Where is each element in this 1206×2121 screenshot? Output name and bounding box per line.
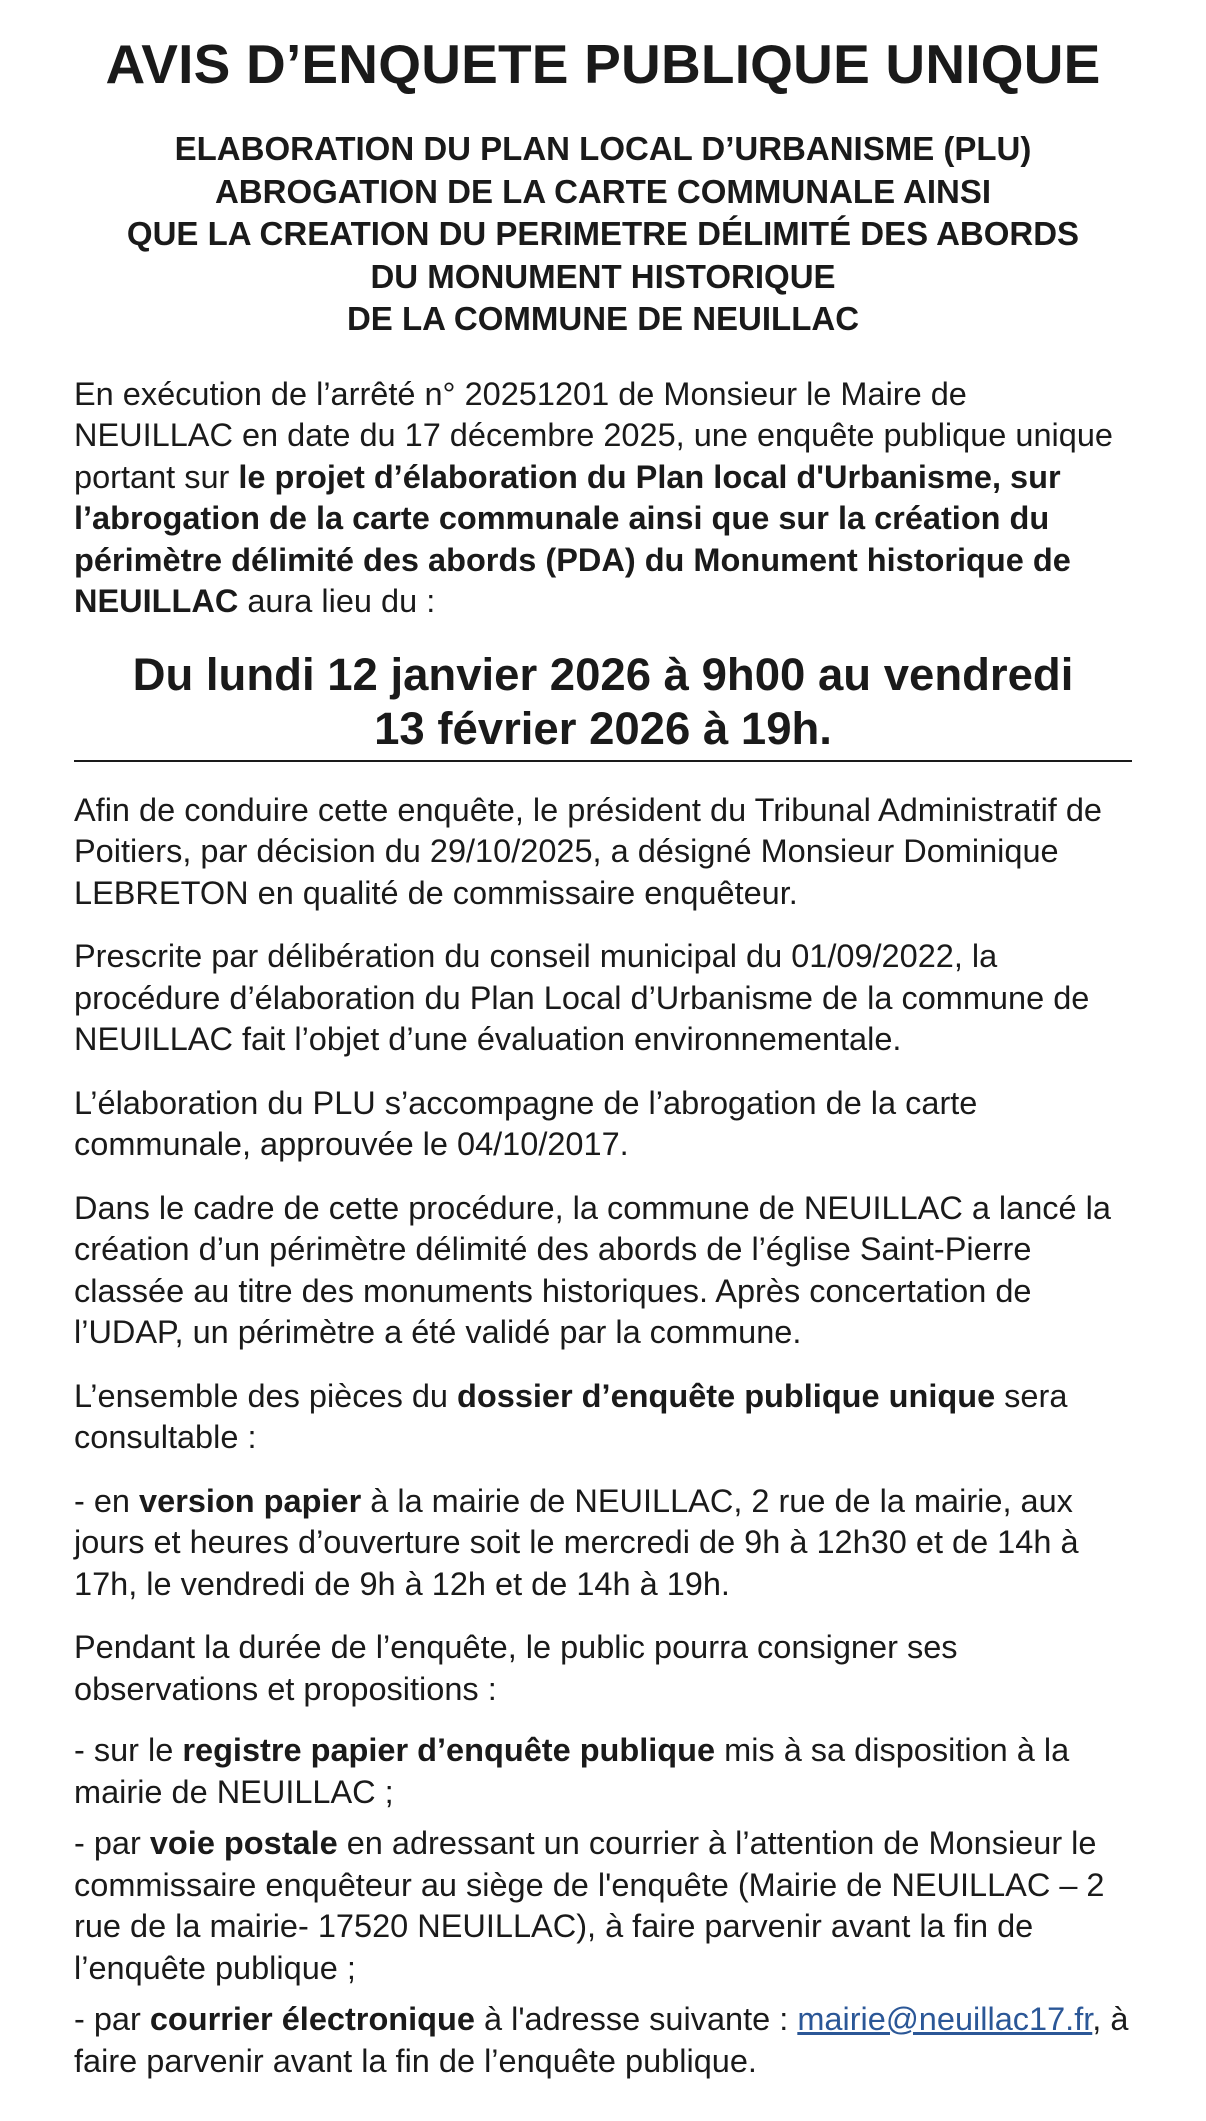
paragraph-dossier — [74, 1376, 1132, 1459]
paper-bold-text: version papier — [139, 1482, 362, 1519]
list-item-register — [74, 1730, 1132, 1813]
dates-line: Du lundi 12 janvier 2026 à 9h00 au vendredi — [132, 648, 1074, 700]
email-text-mid: à l'adresse suivante : — [474, 2001, 798, 2037]
paper-text: - en — [74, 1482, 140, 1519]
paragraph-observations: Pendant la durée de l’enquête, le public pourra consigner ses observations et propositions : — [74, 1629, 958, 1707]
dossier-bold-text: dossier d’enquête publique unique — [457, 1377, 996, 1414]
paragraph-paper-version — [74, 1481, 1132, 1606]
intro-text: En exécution de l’arrêté n° 20251201 de Monsieur le Maire de NEUILLAC en date du 17 décembre 2025, une enquête publique unique portant sur — [74, 375, 1113, 495]
dossier-text: L’ensemble des pièces du — [74, 1377, 458, 1414]
subtitle-line: DE LA COMMUNE DE NEUILLAC — [346, 300, 860, 337]
postal-bold-text: voie postale — [149, 1825, 338, 1861]
list-item-postal — [74, 1823, 1132, 1989]
divider — [74, 760, 1132, 762]
subtitle-line: ABROGATION DE LA CARTE COMMUNALE AINSI — [214, 172, 992, 210]
inquiry-dates — [74, 648, 1132, 756]
postal-text-end: en adressant un courrier à l’attention de Monsieur le commissaire enquêteur au siège de l'enquête (Mairie de NEUILLAC – 2 rue de la mairie- 17520 NEUILLAC), à faire parvenir avant la fin de l’enquête publique ; — [74, 1825, 1105, 1986]
intro-text-end: aura lieu du : — [238, 583, 436, 619]
paragraph-perimeter: Dans le cadre de cette procédure, la commune de NEUILLAC a lancé la création d’un périmètre délimité des abords de l’église Saint-Pierre classée au titre des monuments historiques. Après concertation de l’UDAP, un périmètre a été validé par la commune. — [74, 1189, 1111, 1350]
subtitle — [74, 128, 1132, 341]
paragraph-abrogation: L’élaboration du PLU s’accompagne de l’abrogation de la carte communale, approuvée le 04/10/2017. — [74, 1084, 978, 1162]
email-bold-text: courrier électronique — [149, 2001, 475, 2037]
postal-text: - par — [74, 1825, 150, 1861]
paragraph-prescription: Prescrite par délibération du conseil municipal du 01/09/2022, la procédure d’élaboration du Plan Local d’Urbanisme de la commune de NEUILLAC fait l’objet d’une évaluation environnementale. — [74, 938, 1090, 1057]
subtitle-line: ELABORATION DU PLAN LOCAL D’URBANISME (PLU) — [174, 130, 1032, 167]
list-item-email — [74, 1999, 1132, 2082]
subtitle-line: DU MONUMENT HISTORIQUE — [370, 257, 836, 295]
paper-text-end: à la mairie de NEUILLAC, 2 rue de la mairie, aux jours et heures d’ouverture soit le mercredi de 9h à 12h30 et de 14h à 17h, le vendredi de 9h à 12h et de 14h à 19h. — [74, 1482, 1079, 1602]
intro-bold-text: le projet d’élaboration du Plan local d'Urbanisme, sur l’abrogation de la carte communale ainsi que sur la création du périmètre délimité des abords (PDA) du Monument historique de NEUILLAC — [74, 458, 1071, 619]
register-text: - sur le — [74, 1732, 183, 1768]
email-text: - par — [74, 2001, 150, 2037]
intro-paragraph — [74, 374, 1132, 623]
paragraph-commissioner: Afin de conduire cette enquête, le président du Tribunal Administratif de Poitiers, par décision du 29/10/2025, a désigné Monsieur Dominique LEBRETON en qualité de commissaire enquêteur. — [74, 791, 1103, 911]
page-title: AVIS D’ENQUETE PUBLIQUE UNIQUE — [105, 33, 1101, 95]
email-text-end: , à faire parvenir avant la fin de l’enquête publique. — [74, 2001, 1129, 2079]
email-link[interactable]: mairie@neuillac17.fr — [797, 2001, 1093, 2037]
dossier-text-end: sera consultable : — [74, 1377, 1068, 1455]
subtitle-line: QUE LA CREATION DU PERIMETRE DÉLIMITÉ DES ABORDS — [126, 215, 1080, 252]
dates-line: 13 février 2026 à 19h. — [374, 702, 832, 754]
register-text-end: mis à sa disposition à la mairie de NEUILLAC ; — [74, 1732, 1070, 1810]
register-bold-text: registre papier d’enquête publique — [182, 1732, 716, 1768]
